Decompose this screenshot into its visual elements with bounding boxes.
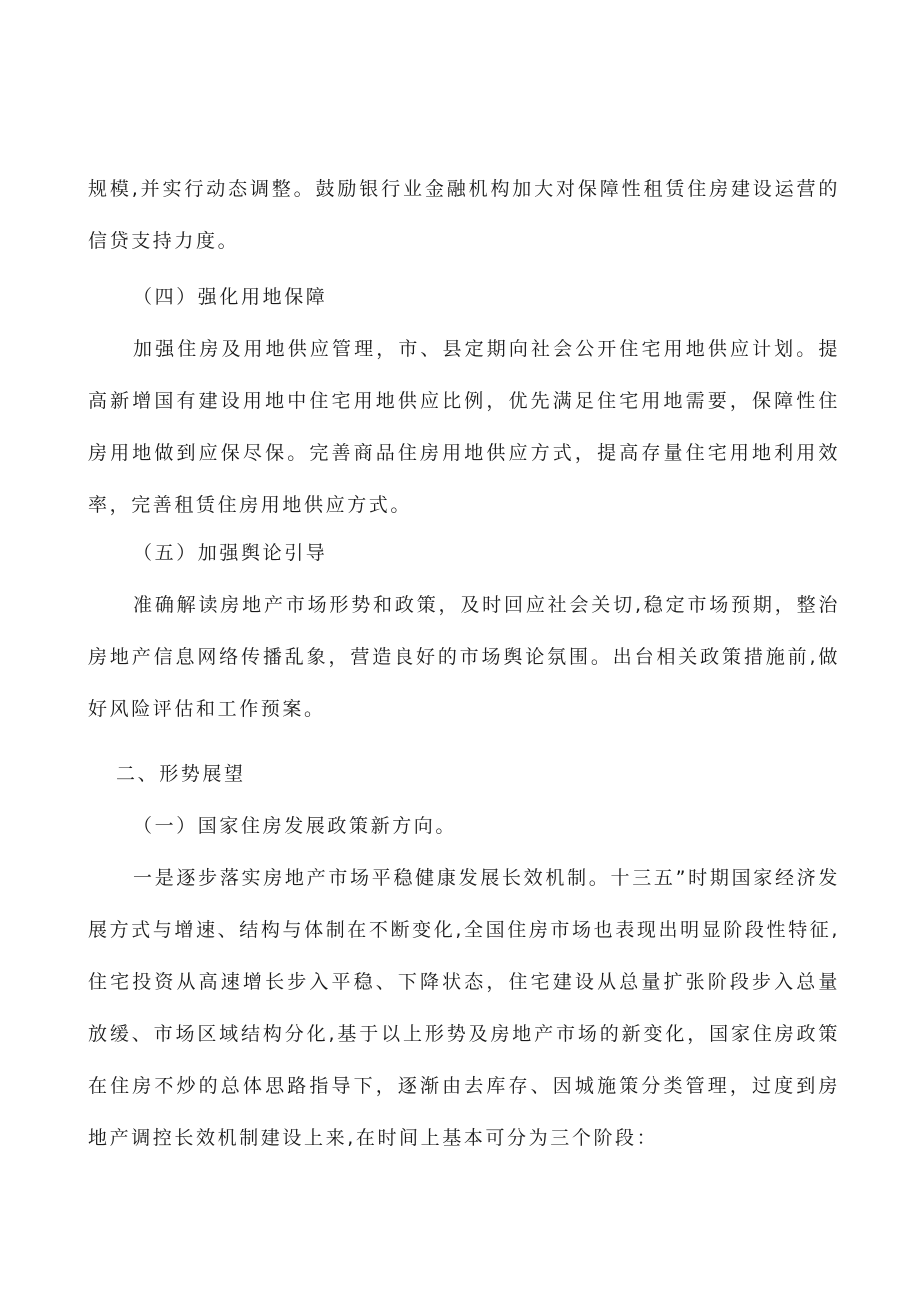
paragraph-national-policy: 一是逐步落实房地产市场平稳健康发展长效机制。十三五”时期国家经济发展方式与增速、结构与体制在不断变化,全国住房市场也表现出明显阶段性特征,住宅投资从高速增长步入平稳、下降状态，住宅建设从总量扩张阶段步入总量放缓、市场区域结构分化,基于以上形势及房地产市场的新变化，国家住房政策在住房不炒的总体思路指导下，逐渐由去库存、因城施策分类管理，过度到房地产调控长效机制建设上来,在时间上基本可分为三个阶段： xyxy=(88,867,840,1149)
paragraph-public-opinion: 准确解读房地产市场形势和政策，及时回应社会关切,稳定市场预期，整治房地产信息网络传播乱象，营造良好的市场舆论氛围。出台相关政策措施前,做好风险评估和工作预案。 xyxy=(88,594,840,720)
heading-public-opinion: （五）加强舆论引导 xyxy=(133,542,328,564)
heading-national-policy: （一）国家住房发展政策新方向。 xyxy=(133,815,458,837)
heading-land-guarantee: （四）强化用地保障 xyxy=(133,286,328,308)
paragraph-land-supply: 加强住房及用地供应管理，市、县定期向社会公开住宅用地供应计划。提高新增国有建设用地中住宅用地供应比例，优先满足住宅用地需要，保障性住房用地做到应保尽保。完善商品住房用地供应方式，提高存量住宅用地利用效率，完善租赁住房用地供应方式。 xyxy=(88,338,840,516)
paragraph-financing-continuation: 规模,并实行动态调整。鼓励银行业金融机构加大对保障性租赁住房建设运营的信贷支持力度。 xyxy=(88,178,840,252)
section-heading-outlook: 二、形势展望 xyxy=(116,763,246,785)
